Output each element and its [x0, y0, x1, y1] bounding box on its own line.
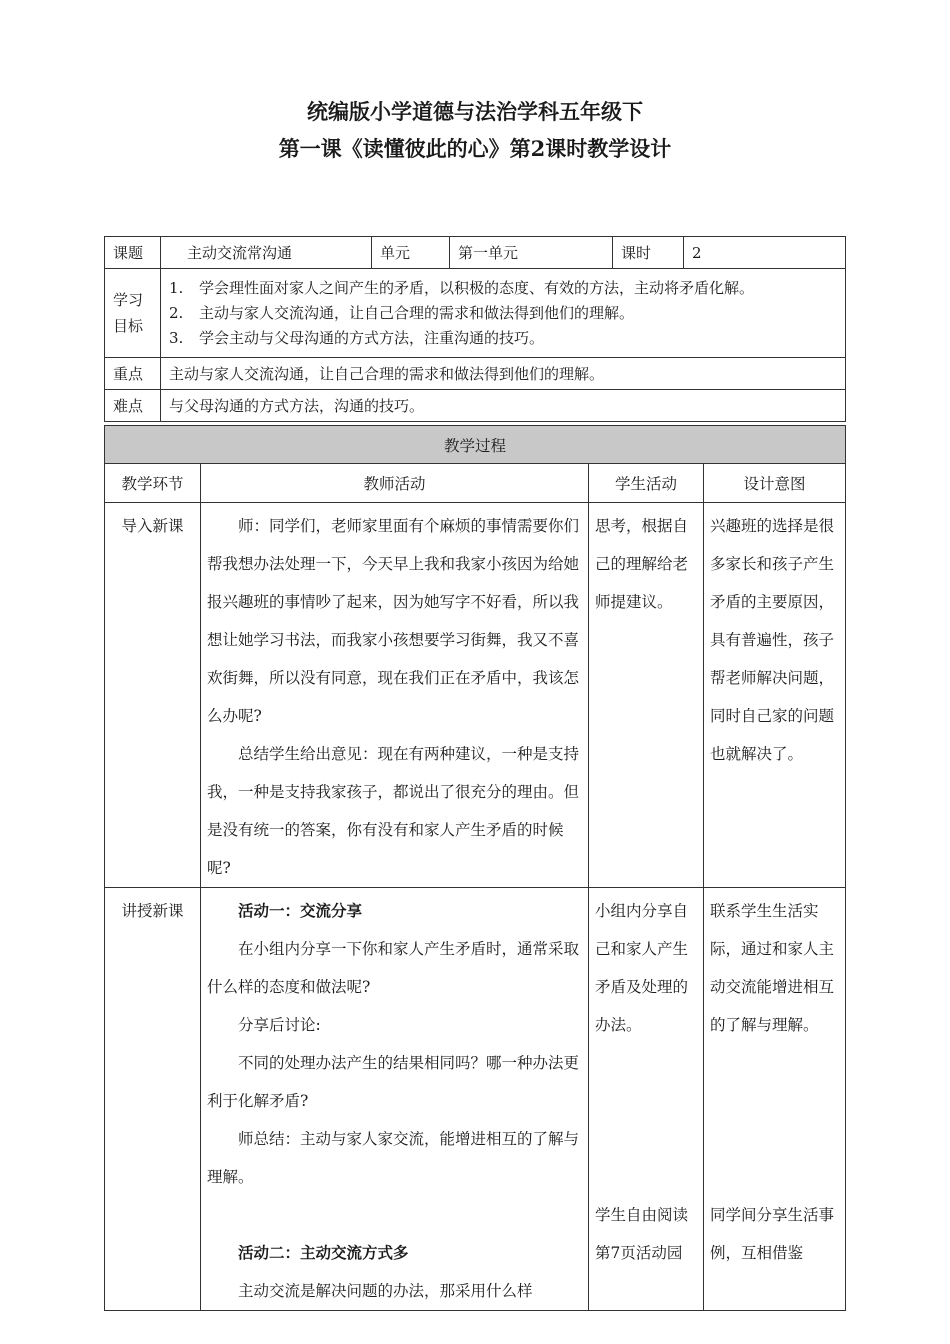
intro-teacher	[201, 503, 589, 888]
objective-item: 2. 主动与家人交流沟通，让自己合理的需求和做法得到他们的理解。	[169, 303, 635, 322]
activity2-p1: 主动交流是解决问题的办法，那采用什么样	[238, 1282, 533, 1300]
header-teacher: 教师活动	[201, 464, 589, 503]
objective-item: 3. 学会主动与父母沟通的方式方法，注重沟通的技巧。	[169, 328, 545, 347]
activity1-p2: 分享后讨论:	[238, 1016, 321, 1034]
process-band-title: 教学过程	[105, 426, 846, 464]
intro-stage: 导入新课	[105, 503, 201, 888]
lesson-info-table	[104, 236, 846, 422]
intro-student: 思考，根据自己的理解给老师提建议。	[589, 503, 704, 888]
difficulty-row	[105, 390, 846, 422]
objectives-row	[105, 269, 846, 358]
lecture-student-2: 学生自由阅读第7页活动园	[595, 1206, 689, 1262]
header-student: 学生活动	[589, 464, 704, 503]
objectives-list	[169, 276, 837, 351]
lecture-student-1: 小组内分享自己和家人产生矛盾及处理的办法。	[595, 902, 689, 1034]
activity1-p4: 师总结：主动与家人家交流，能增进相互的了解与理解。	[207, 1130, 580, 1186]
header-intent: 设计意图	[704, 464, 846, 503]
lecture-student	[589, 888, 704, 1311]
key-value: 主动与家人交流沟通，让自己合理的需求和做法得到他们的理解。	[161, 358, 846, 390]
topic-row	[105, 237, 846, 269]
lecture-intent-1: 联系学生生活实际，通过和家人主动交流能增进相互的了解与理解。	[710, 902, 835, 1034]
topic-label: 课题	[105, 237, 161, 269]
objectives-label: 学习目标	[105, 269, 161, 358]
activity2-title: 活动二：主动交流方式多	[238, 1243, 409, 1262]
intro-row	[105, 503, 846, 888]
objectives-cell	[161, 269, 846, 358]
header-stage: 教学环节	[105, 464, 201, 503]
unit-value: 第一单元	[450, 237, 613, 269]
unit-label: 单元	[372, 237, 450, 269]
difficulty-value: 与父母沟通的方式方法，沟通的技巧。	[161, 390, 846, 422]
intro-intent: 兴趣班的选择是很多家长和孩子产生矛盾的主要原因，具有普遍性，孩子帮老师解决问题，同时自己家的问题也就解决了。	[704, 503, 846, 888]
teaching-process-table	[104, 425, 846, 1311]
period-label: 课时	[613, 237, 684, 269]
process-header-row	[105, 464, 846, 503]
doc-title-line2: 第一课《读懂彼此的心》第2课时教学设计	[278, 136, 672, 161]
activity1-p3: 不同的处理办法产生的结果相同吗？哪一种办法更利于化解矛盾?	[207, 1054, 580, 1110]
topic-value: 主动交流常沟通	[161, 237, 372, 269]
intro-teacher-p1: 师：同学们，老师家里面有个麻烦的事情需要你们帮我想办法处理一下，今天早上我和我家小孩因为给她报兴趣班的事情吵了起来，因为她写字不好看，所以我想让她学习书法，而我家小孩想要学习街舞，我又不喜欢街舞，所以没有同意，现在我们正在矛盾中，我该怎么办呢?	[207, 517, 580, 725]
lecture-row	[105, 888, 846, 1311]
lecture-intent-2: 同学间分享生活事例，互相借鉴	[710, 1206, 835, 1262]
period-value: 2	[684, 237, 846, 269]
doc-title-line1: 统编版小学道德与法治学科五年级下	[307, 99, 643, 124]
key-row	[105, 358, 846, 390]
activity1-title: 活动一：交流分享	[238, 901, 363, 920]
lecture-intent	[704, 888, 846, 1311]
lecture-teacher	[201, 888, 589, 1311]
key-label: 重点	[105, 358, 161, 390]
objective-item: 1. 学会理性面对家人之间产生的矛盾，以积极的态度、有效的方法，主动将矛盾化解。	[169, 278, 755, 297]
difficulty-label: 难点	[105, 390, 161, 422]
activity1-p1: 在小组内分享一下你和家人产生矛盾时，通常采取什么样的态度和做法呢?	[207, 940, 580, 996]
lecture-stage: 讲授新课	[105, 888, 201, 1311]
intro-teacher-p2: 总结学生给出意见：现在有两种建议，一种是支持我，一种是支持我家孩子，都说出了很充分的理由。但是没有统一的答案，你有没有和家人产生矛盾的时候呢?	[207, 745, 580, 877]
